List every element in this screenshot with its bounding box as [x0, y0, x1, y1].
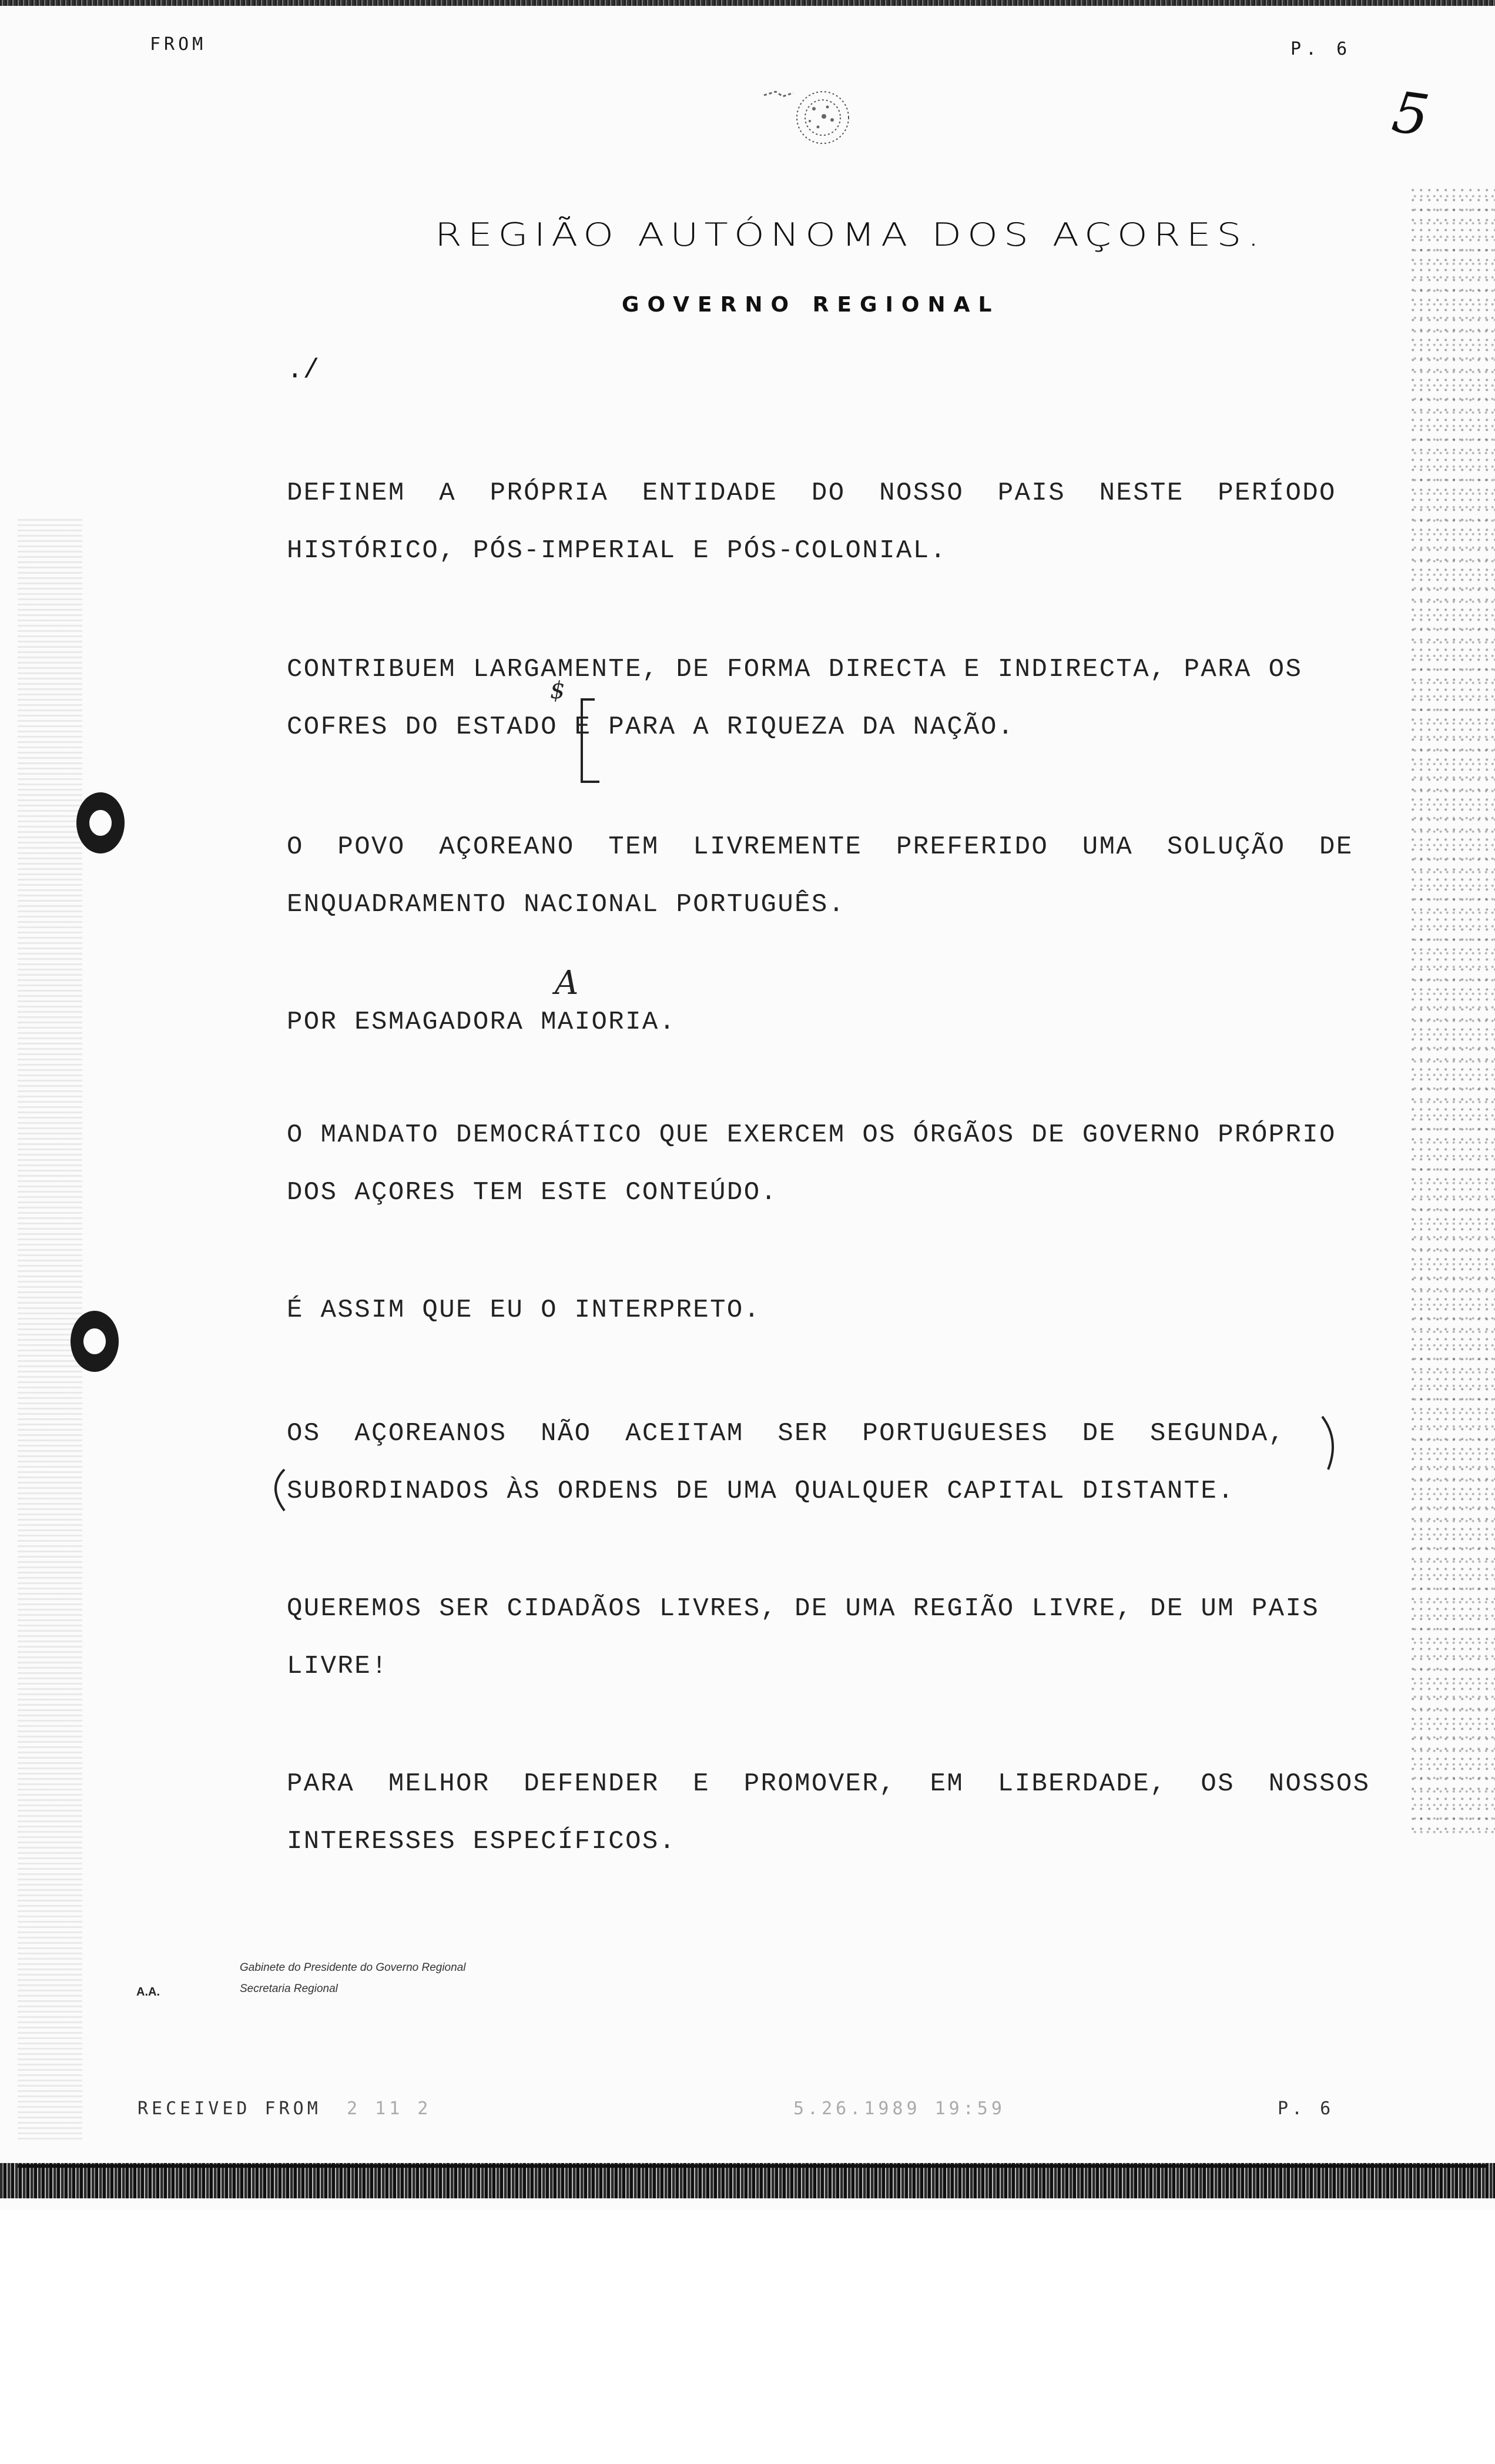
paragraph-1: DEFINEM A PRÓPRIA ENTIDADE DO NOSSO PAIS NESTE PERÍODO HISTÓRICO, PÓS-IMPERIAL E PÓS-COLONIAL. — [287, 478, 1336, 565]
paragraph-7: OS AÇOREANOS NÃO ACEITAM SER PORTUGUESES DE SEGUNDA, SUBORDINADOS ÀS ORDENS DE UMA QUALQUER CAPITAL DISTANTE. — [287, 1419, 1286, 1506]
continuation-mark: ./ — [287, 355, 320, 386]
paragraph-9: PARA MELHOR DEFENDER E PROMOVER, EM LIBERDADE, OS NOSSOS INTERESSES ESPECÍFICOS. — [287, 1769, 1370, 1856]
paragraph-5: O MANDATO DEMOCRÁTICO QUE EXERCEM OS ÓRGÃOS DE GOVERNO PRÓPRIO DOS AÇORES TEM ESTE CONTEÚDO. — [287, 1120, 1336, 1207]
fax-bottom-band — [0, 2163, 1495, 2198]
paragraph-4: POR ESMAGADORA MAIORIA. — [287, 1007, 676, 1037]
sender-info-line2: Secretaria Regional — [240, 1983, 338, 1995]
sender-info — [240, 1957, 465, 2000]
punch-hole-icon — [76, 792, 125, 853]
sender-initials: A.A. — [136, 1986, 160, 1998]
handwritten-subordinados-mark — [261, 1464, 296, 1516]
handwritten-dollar-annotation: $ — [550, 677, 565, 704]
fax-footer-received-label: RECEIVED FROM — [138, 2098, 321, 2119]
fax-header-from: FROM — [150, 34, 207, 55]
letterhead-subtitle: GOVERNO REGIONAL — [622, 293, 1000, 317]
paragraph-2: CONTRIBUEM LARGAMENTE, DE FORMA DIRECTA E INDIRECTA, PARA OS COFRES DO ESTADO E PARA A RIQUEZA DA NAÇÃO. — [287, 655, 1303, 742]
paragraph-8: QUEREMOS SER CIDADÃOS LIVRES, DE UMA REGIÃO LIVRE, DE UM PAIS LIVRE! — [287, 1594, 1320, 1681]
fax-footer-page-label: P. 6 — [1278, 2098, 1335, 2119]
handwritten-bracket-annotation — [564, 694, 611, 788]
fax-bottom-line — [18, 2164, 1487, 2168]
fax-footer-sender-number: 2 11 2 — [347, 2098, 432, 2119]
fax-top-border — [0, 0, 1495, 6]
punch-hole-icon — [71, 1311, 119, 1372]
fax-footer-timestamp: 5.26.1989 19:59 — [793, 2098, 1005, 2119]
sender-info-line1: Gabinete do Presidente do Governo Regional — [240, 1961, 466, 1974]
fax-header-page: P. 6 — [1290, 39, 1352, 59]
letterhead-title: REGIÃO AUTÓNOMA DOS AÇORES. — [435, 216, 1266, 254]
coat-of-arms-icon — [752, 76, 870, 159]
handwritten-insert-caret: A — [555, 964, 579, 1002]
paragraph-6: É ASSIM QUE EU O INTERPRETO. — [287, 1295, 761, 1325]
handwritten-page-number: 5 — [1388, 79, 1433, 149]
handwritten-segunda-mark — [1310, 1411, 1357, 1481]
paragraph-3: O POVO AÇOREANO TEM LIVREMENTE PREFERIDO UMA SOLUÇÃO DE ENQUADRAMENTO NACIONAL PORTUGUÊS. — [287, 832, 1353, 919]
